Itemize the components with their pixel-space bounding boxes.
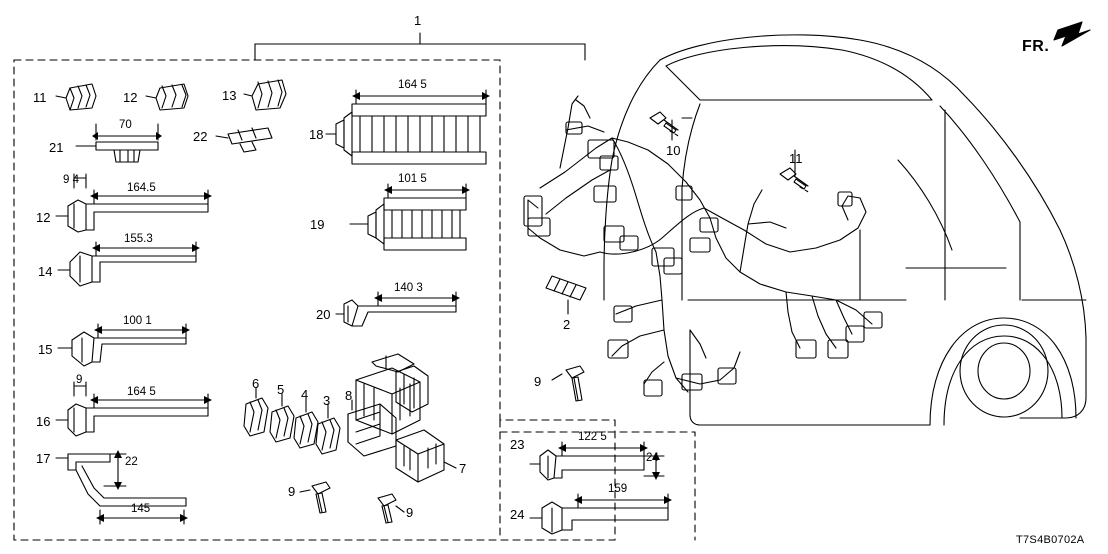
callout-14: 12 [123, 90, 138, 105]
callout-19: 17 [36, 451, 51, 466]
dim-12-b: 164.5 [127, 182, 156, 194]
callout-13: 11 [33, 90, 47, 105]
callout-18: 16 [36, 414, 51, 429]
dim-18-a: 9 [76, 374, 83, 386]
callout-7: 7 [459, 461, 467, 476]
callout-25: 23 [510, 437, 525, 452]
callout-23: 21 [49, 140, 64, 155]
dim-26: 159 [608, 483, 628, 495]
callout-4: 4 [301, 387, 309, 402]
callout-26: 24 [510, 507, 525, 522]
callout-24: 22 [193, 129, 208, 144]
dim-19-a: 22 [125, 456, 138, 468]
callout-16: 14 [38, 264, 53, 279]
dim-25-b: 24 [646, 452, 659, 464]
callout-6: 6 [252, 376, 260, 391]
dim-17: 100 1 [123, 315, 152, 327]
drawing-part-code: T7S4B0702A [1016, 534, 1085, 546]
callout-2: 2 [563, 317, 571, 332]
dim-25-a: 122 5 [578, 431, 607, 443]
callout-21: 19 [310, 217, 325, 232]
callout-12: 12 [36, 210, 51, 225]
callout-1: 1 [414, 13, 422, 28]
callout-9-b: 9 [406, 505, 414, 520]
callout-11-a: 10 [666, 143, 681, 158]
callout-9-a: 9 [288, 484, 296, 499]
dim-23: 70 [119, 119, 132, 131]
callout-3: 3 [323, 393, 331, 408]
front-direction-label: FR. [1022, 38, 1050, 55]
callout-10: 9 [534, 374, 542, 389]
callout-17: 15 [38, 342, 53, 357]
dim-19-b: 145 [131, 503, 151, 515]
dim-22: 140 3 [394, 282, 423, 294]
callout-20: 18 [309, 127, 324, 142]
dim-16: 155.3 [124, 233, 153, 245]
callout-11-b: 11 [789, 151, 803, 166]
callout-8: 8 [345, 388, 353, 403]
dim-20: 164 5 [398, 79, 427, 91]
callout-15: 13 [222, 88, 237, 103]
callout-5: 5 [277, 382, 285, 397]
dim-21: 101 5 [398, 173, 427, 185]
dim-18-b: 164 5 [127, 386, 156, 398]
dim-12-a: 9 4 [63, 174, 79, 186]
callout-22: 20 [316, 307, 331, 322]
